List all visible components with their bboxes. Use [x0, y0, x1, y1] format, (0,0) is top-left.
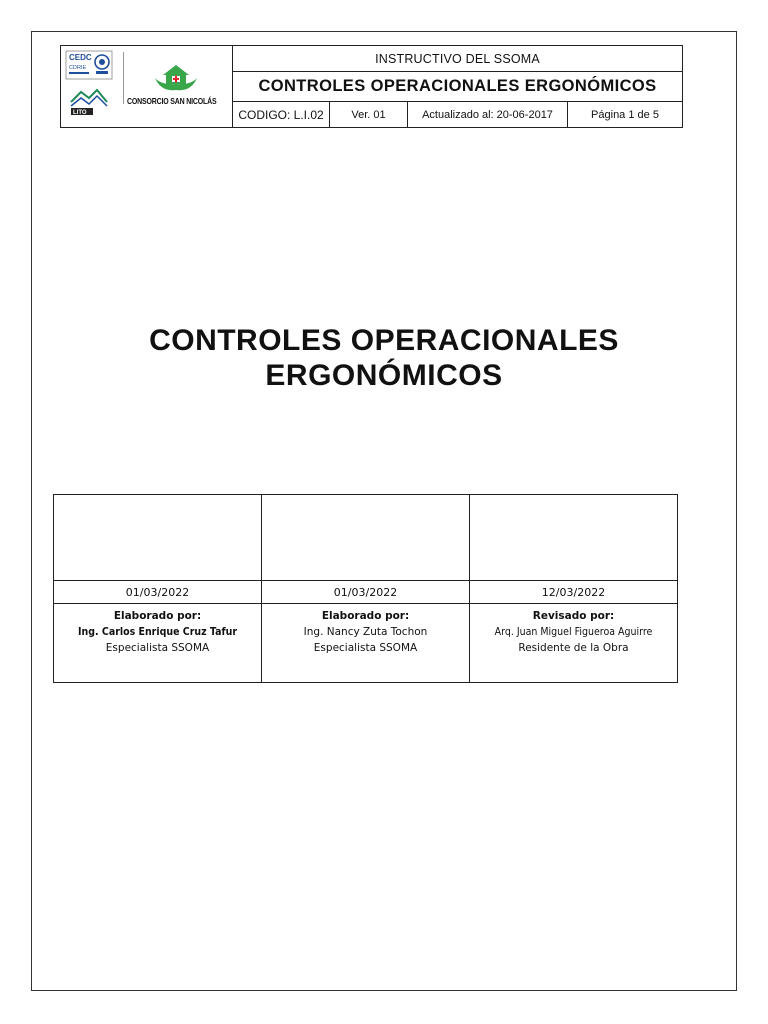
- doc-type: INSTRUCTIVO DEL SSOMA: [232, 45, 683, 72]
- lito-logo-icon: [67, 82, 111, 118]
- signature-date: 01/03/2022: [262, 581, 469, 604]
- signature-info: [470, 604, 677, 656]
- doc-code: CODIGO: L.I.02: [233, 102, 330, 127]
- doc-meta-row: [232, 101, 683, 128]
- signature-table: [53, 494, 678, 683]
- svg-text:CEDC: CEDC: [69, 53, 92, 62]
- svg-text:CDRIE: CDRIE: [69, 65, 87, 71]
- signature-space: [54, 495, 261, 581]
- consorcio-name: CONSORCIO SAN NICOLÁS: [127, 96, 217, 106]
- logo-cell: [60, 45, 232, 128]
- signature-name: Arq. Juan Miguel Figueroa Aguirre: [494, 626, 653, 638]
- doc-version: Ver. 01: [330, 102, 408, 127]
- signature-info: [262, 604, 469, 656]
- signature-role: Revisado por:: [532, 610, 615, 622]
- cede-logo-icon: [65, 50, 113, 80]
- signature-column: [262, 495, 470, 682]
- signature-role: Elaborado por:: [321, 610, 410, 622]
- signature-column: [54, 495, 262, 682]
- signature-column: [470, 495, 677, 682]
- signature-date: 12/03/2022: [470, 581, 677, 604]
- signature-space: [262, 495, 469, 581]
- signature-date: 01/03/2022: [54, 581, 261, 604]
- page-title-line-2: ERGONÓMICOS: [265, 359, 503, 392]
- signature-name: Ing. Carlos Enrique Cruz Tafur: [77, 626, 237, 638]
- signature-space: [470, 495, 677, 581]
- logo-divider: [123, 52, 124, 104]
- signature-position: Especialista SSOMA: [105, 642, 210, 654]
- svg-text:LITO: LITO: [73, 110, 87, 116]
- signature-position: Residente de la Obra: [518, 642, 629, 654]
- signature-info: [54, 604, 261, 656]
- signature-position: Especialista SSOMA: [313, 642, 418, 654]
- signature-role: Elaborado por:: [113, 610, 202, 622]
- document-header: [60, 45, 683, 128]
- signature-name: Ing. Nancy Zuta Tochon: [303, 626, 428, 638]
- doc-header-title: CONTROLES OPERACIONALES ERGONÓMICOS: [232, 71, 683, 102]
- doc-updated: Actualizado al: 20-06-2017: [408, 102, 568, 127]
- consorcio-logo-icon: [151, 58, 201, 94]
- doc-page: Página 1 de 5: [591, 108, 659, 121]
- page-title: [60, 323, 708, 393]
- page-title-line-1: CONTROLES OPERACIONALES: [149, 324, 619, 357]
- header-grid: [232, 45, 683, 128]
